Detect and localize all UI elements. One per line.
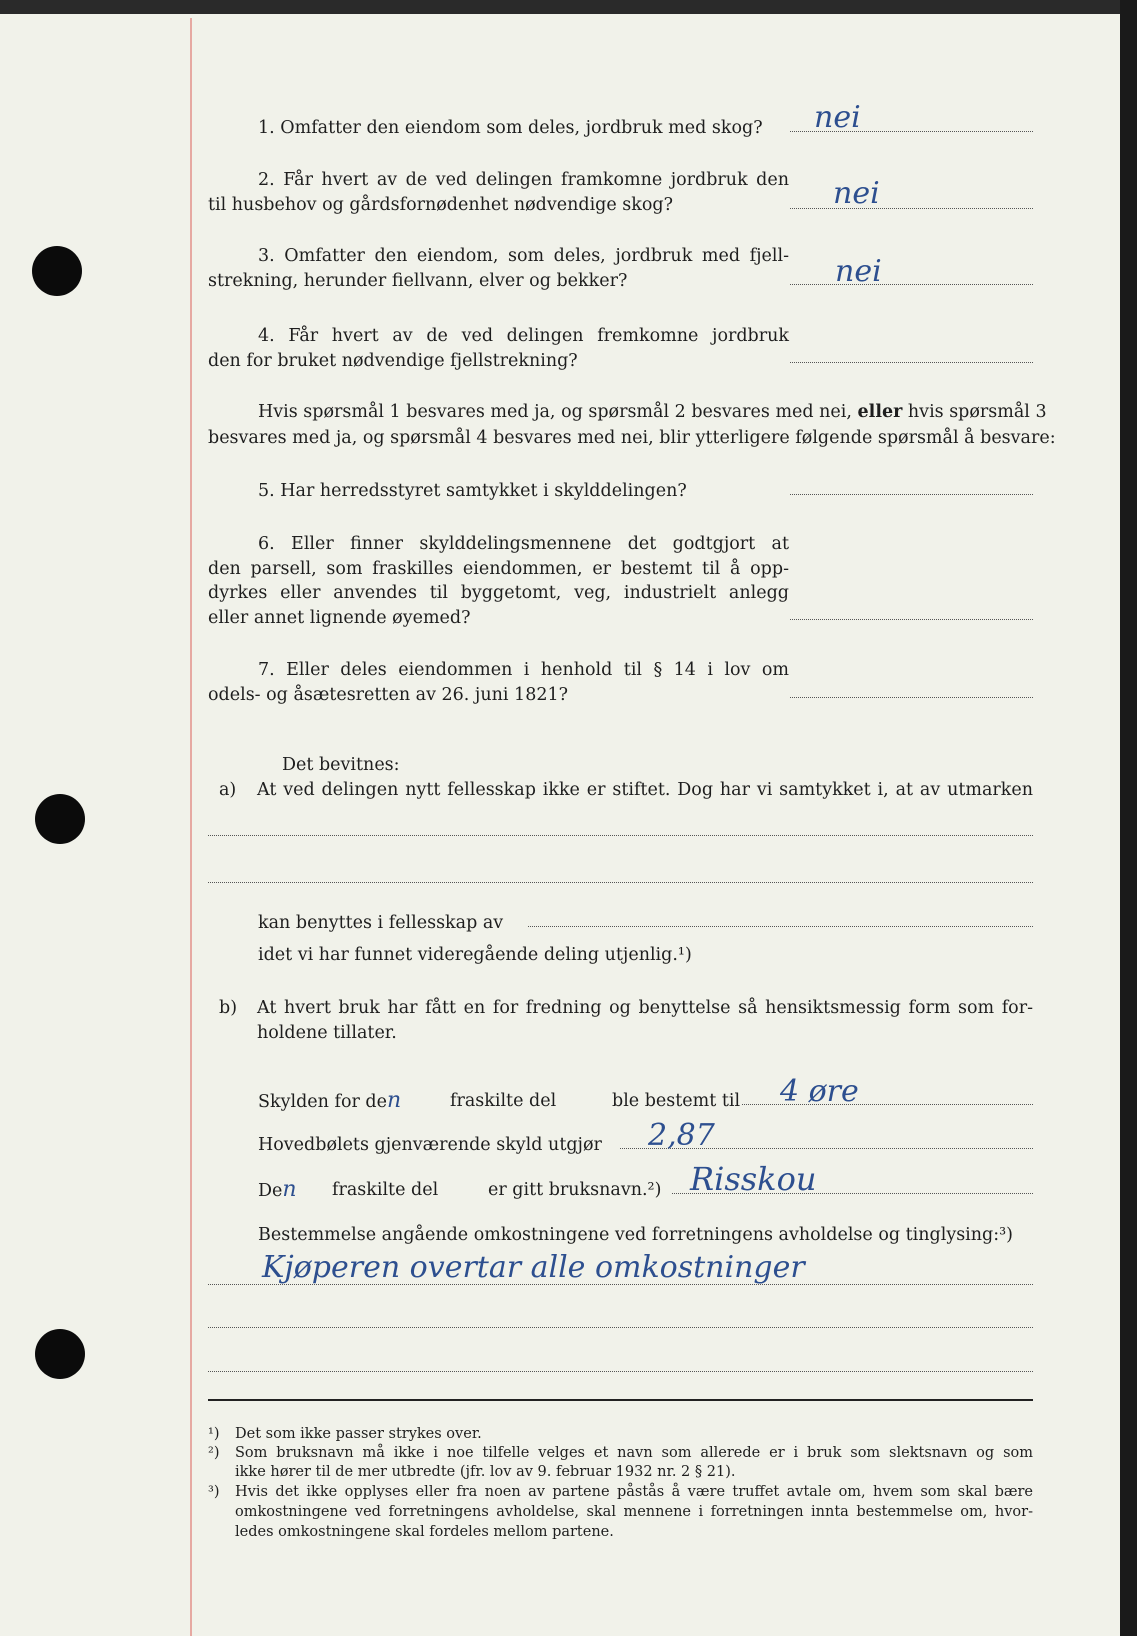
question-7-line-1: 7. Eller deles eiendommen i henhold til § 14 i lov om — [258, 660, 789, 680]
footnote-2-line-1: Som bruksnavn må ikke i noe tilfelle velges et navn som allerede er i bruk som slektsnavn og som — [235, 1445, 1033, 1461]
footnote-3-mark: ³) — [208, 1484, 220, 1500]
attest-reason: idet vi har funnet videregående deling utjenlig.¹) — [258, 945, 692, 965]
top-edge — [0, 0, 1120, 14]
omkostning-label: Bestemmelse angående omkostningene ved forretningens avholdelse og tinglysing:³) — [258, 1225, 1013, 1245]
footnote-3-line-3: ledes omkostningene skal fordeles mellom partene. — [235, 1524, 614, 1540]
attest-a-label: a) — [219, 780, 237, 800]
question-2-line-2: til husbehov og gårdsfornødenhet nødvendige skog? — [208, 195, 673, 215]
attest-shared-line[interactable] — [528, 926, 1033, 927]
skyld-label-a: Skylden for den — [258, 1088, 402, 1113]
attest-a-text: At ved delingen nytt fellesskap ikke er stiftet. Dog har vi samtykket i, at av utmarken — [257, 780, 1033, 800]
omkostning-line-2[interactable] — [208, 1327, 1033, 1328]
answer-3: nei — [835, 254, 882, 289]
bruksnavn-label-b: fraskilte del — [332, 1180, 439, 1200]
bruksnavn-label-c: er gitt bruksnavn.²) — [488, 1180, 662, 1200]
answer-1: nei — [814, 100, 861, 135]
punch-hole — [32, 246, 82, 296]
attest-b-line-1: At hvert bruk har fått en for fredning og benyttelse så hensiktsmessig form som for- — [257, 998, 1033, 1018]
answer-2: nei — [833, 176, 880, 211]
condition-line-2: besvares med ja, og spørsmål 4 besvares med nei, blir ytterligere følgende spørsmål å besvare: — [208, 428, 1056, 448]
question-6-line-1: 6. Eller finner skylddelingsmennene det godtgjort at — [258, 534, 789, 554]
condition-line-1: Hvis spørsmål 1 besvares med ja, og spørsmål 2 besvares med nei, eller hvis spørsmål 3 — [258, 402, 1047, 422]
answer-line-4[interactable] — [790, 362, 1033, 363]
question-6-line-2: den parsell, som fraskilles eiendommen, er bestemt til å opp- — [208, 559, 789, 579]
question-2-line-1: 2. Får hvert av de ved delingen framkomne jordbruk den — [258, 170, 789, 190]
footnote-divider — [208, 1399, 1033, 1401]
attest-b-label: b) — [219, 998, 238, 1018]
answer-line-3[interactable] — [790, 284, 1033, 285]
question-3-line-2: strekning, herunder fiellvann, elver og bekker? — [208, 271, 628, 291]
attest-b-line-2: holdene tillater. — [257, 1023, 397, 1043]
question-3-line-1: 3. Omfatter den eiendom, som deles, jordbruk med fjell- — [258, 246, 789, 266]
answer-line-5[interactable] — [790, 494, 1033, 495]
footnote-1: Det som ikke passer strykes over. — [235, 1426, 482, 1442]
footnote-1-mark: ¹) — [208, 1426, 220, 1442]
attest-a-line-2[interactable] — [208, 882, 1033, 883]
margin-rule — [190, 18, 192, 1636]
question-6-line-3: dyrkes eller anvendes til byggetomt, veg, industrielt anlegg — [208, 583, 789, 603]
hovedbol-label: Hovedbølets gjenværende skyld utgjør — [258, 1135, 602, 1155]
omkostning-value: Kjøperen overtar alle omkostninger — [262, 1250, 805, 1285]
question-5: 5. Har herredsstyret samtykket i skylddelingen? — [258, 481, 687, 501]
footnote-2-mark: ²) — [208, 1445, 220, 1461]
question-7-line-2: odels- og åsætesretten av 26. juni 1821? — [208, 685, 568, 705]
attest-heading: Det bevitnes: — [282, 755, 400, 775]
footnote-2-line-2: ikke hører til de mer utbredte (jfr. lov av 9. februar 1932 nr. 2 § 21). — [235, 1464, 736, 1480]
question-6-line-4: eller annet lignende øyemed? — [208, 608, 471, 628]
question-4-line-2: den for bruket nødvendige fjellstrekning? — [208, 351, 578, 371]
skyld-value: 4 øre — [780, 1074, 859, 1109]
omkostning-line-3[interactable] — [208, 1371, 1033, 1372]
attest-shared-label: kan benyttes i fellesskap av — [258, 913, 504, 933]
skyld-label-c: ble bestemt til — [612, 1091, 741, 1111]
footnote-3-line-2: omkostningene ved forretningens avholdelse, skal mennene i forretningen innta bestemmelse om, hvor- — [235, 1504, 1033, 1520]
question-4-line-1: 4. Får hvert av de ved delingen fremkomne jordbruk — [258, 326, 789, 346]
hovedbol-value: 2,87 — [648, 1118, 715, 1153]
footnote-3-line-1: Hvis det ikke opplyses eller fra noen av partene påstås å være truffet avtale om, hvem som skal bære — [235, 1484, 1033, 1500]
bruksnavn-value: Risskou — [690, 1160, 817, 1198]
attest-a-line-1[interactable] — [208, 835, 1033, 836]
answer-line-2[interactable] — [790, 208, 1033, 209]
skyld-label-b: fraskilte del — [450, 1091, 557, 1111]
question-1: 1. Omfatter den eiendom som deles, jordbruk med skog? — [258, 118, 763, 138]
answer-line-6[interactable] — [790, 619, 1033, 620]
punch-hole — [35, 1329, 85, 1379]
punch-hole — [35, 794, 85, 844]
answer-line-7[interactable] — [790, 697, 1033, 698]
bruksnavn-label-a: Den — [258, 1177, 297, 1202]
